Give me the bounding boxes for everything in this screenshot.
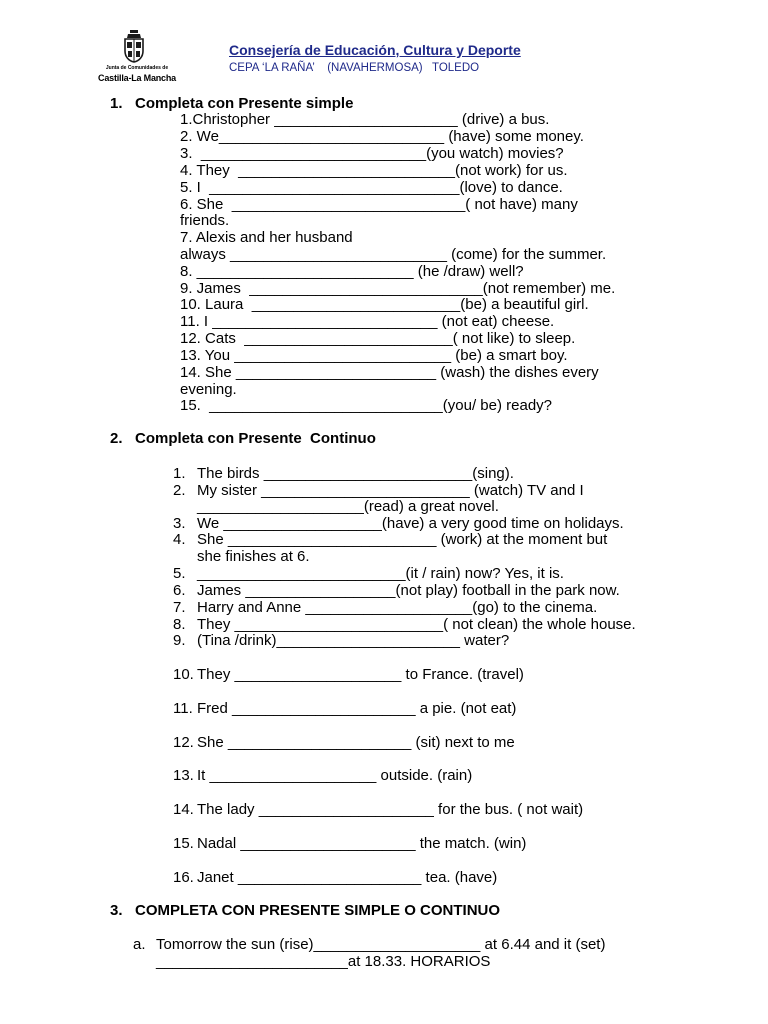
- exercise-line: The lady _____________________ for the bus. ( not wait): [197, 801, 584, 818]
- exercise-line: They _________________________( not clean) the whole house.: [197, 616, 636, 633]
- exercise-line: 14. She ________________________ (wash) the dishes every: [180, 364, 599, 381]
- exercise-line: 3. ___________________________(you watch) movies?: [180, 145, 564, 162]
- castilla-la-mancha-logo: [92, 28, 182, 86]
- item-number: 1.: [173, 465, 186, 482]
- crest-icon: [120, 28, 148, 64]
- item-number: 9.: [173, 632, 186, 649]
- exercise-line: She _________________________ (work) at the moment but: [197, 531, 608, 548]
- exercise-line: Tomorrow the sun (rise)____________________ at 6.44 and it (set): [156, 936, 606, 953]
- exercise-line: It ____________________ outside. (rain): [197, 767, 473, 784]
- logo-caption-small: Junta de Comunidades de: [105, 65, 169, 71]
- header-subtitle: CEPA ‘LA RAÑA’ (NAVAHERMOSA) TOLEDO: [229, 62, 480, 74]
- exercise-line: 2. We___________________________ (have) some money.: [180, 128, 584, 145]
- exercise-line: They ____________________ to France. (travel): [197, 666, 524, 683]
- exercise-line: friends.: [180, 212, 230, 229]
- exercise-line: she finishes at 6.: [197, 548, 310, 565]
- item-number: a.: [133, 936, 146, 953]
- exercise-line: James __________________(not play) football in the park now.: [197, 582, 620, 599]
- exercise-line: 8. __________________________ (he /draw) well?: [180, 263, 524, 280]
- logo-caption-large: Castilla-La Mancha: [98, 73, 176, 83]
- exercise-line: 9. James ____________________________(not remember) me.: [180, 280, 616, 297]
- item-number: 4.: [173, 531, 186, 548]
- item-number: 5.: [173, 565, 186, 582]
- exercise-line: _________________________(it / rain) now? Yes, it is.: [197, 565, 564, 582]
- exercise-line: Nadal _____________________ the match. (win): [197, 835, 527, 852]
- exercise-line: The birds _________________________(sing).: [197, 465, 514, 482]
- exercise-line: evening.: [180, 381, 237, 398]
- item-number: 11.: [173, 700, 193, 717]
- section1-heading: 1. Completa con Presente simple: [110, 95, 354, 112]
- item-number: 12.: [173, 734, 194, 751]
- exercise-line: 6. She ____________________________( not have) many: [180, 196, 578, 213]
- item-number: 15.: [173, 835, 194, 852]
- item-number: 6.: [173, 582, 186, 599]
- section3-heading: 3. COMPLETA CON PRESENTE SIMPLE O CONTINUO: [110, 902, 501, 919]
- exercise-line: 5. I ______________________________(love) to dance.: [180, 179, 563, 196]
- exercise-line: always __________________________ (come) for the summer.: [180, 246, 607, 263]
- item-number: 14.: [173, 801, 194, 818]
- exercise-line: _______________________at 18.33. HORARIOS: [156, 953, 491, 970]
- exercise-line: 12. Cats _________________________( not like) to sleep.: [180, 330, 576, 347]
- item-number: 8.: [173, 616, 186, 633]
- exercise-line: 11. I ___________________________ (not eat) cheese.: [180, 313, 555, 330]
- item-number: 10.: [173, 666, 194, 683]
- exercise-line: 10. Laura _________________________(be) a beautiful girl.: [180, 296, 589, 313]
- exercise-line: She ______________________ (sit) next to me: [197, 734, 515, 751]
- exercise-line: We ___________________(have) a very good time on holidays.: [197, 515, 624, 532]
- exercise-line: Harry and Anne ____________________(go) to the cinema.: [197, 599, 598, 616]
- item-number: 7.: [173, 599, 186, 616]
- item-number: 3.: [173, 515, 186, 532]
- item-number: 13.: [173, 767, 194, 784]
- exercise-line: Janet ______________________ tea. (have): [197, 869, 498, 886]
- exercise-line: 7. Alexis and her husband: [180, 229, 353, 246]
- exercise-line: (Tina /drink)______________________ water?: [197, 632, 510, 649]
- exercise-line: My sister _________________________ (watch) TV and I: [197, 482, 584, 499]
- item-number: 2.: [173, 482, 186, 499]
- item-number: 16.: [173, 869, 194, 886]
- exercise-line: 15. ____________________________(you/ be) ready?: [180, 397, 552, 414]
- header-title: Consejería de Educación, Cultura y Deporte: [229, 42, 521, 58]
- exercise-line: ____________________(read) a great novel.: [197, 498, 499, 515]
- exercise-line: 4. They __________________________(not work) for us.: [180, 162, 568, 179]
- exercise-line: 1.Christopher ______________________ (drive) a bus.: [180, 111, 550, 128]
- exercise-line: Fred ______________________ a pie. (not eat): [197, 700, 517, 717]
- section2-heading: 2. Completa con Presente Continuo: [110, 430, 376, 447]
- exercise-line: 13. You __________________________ (be) a smart boy.: [180, 347, 568, 364]
